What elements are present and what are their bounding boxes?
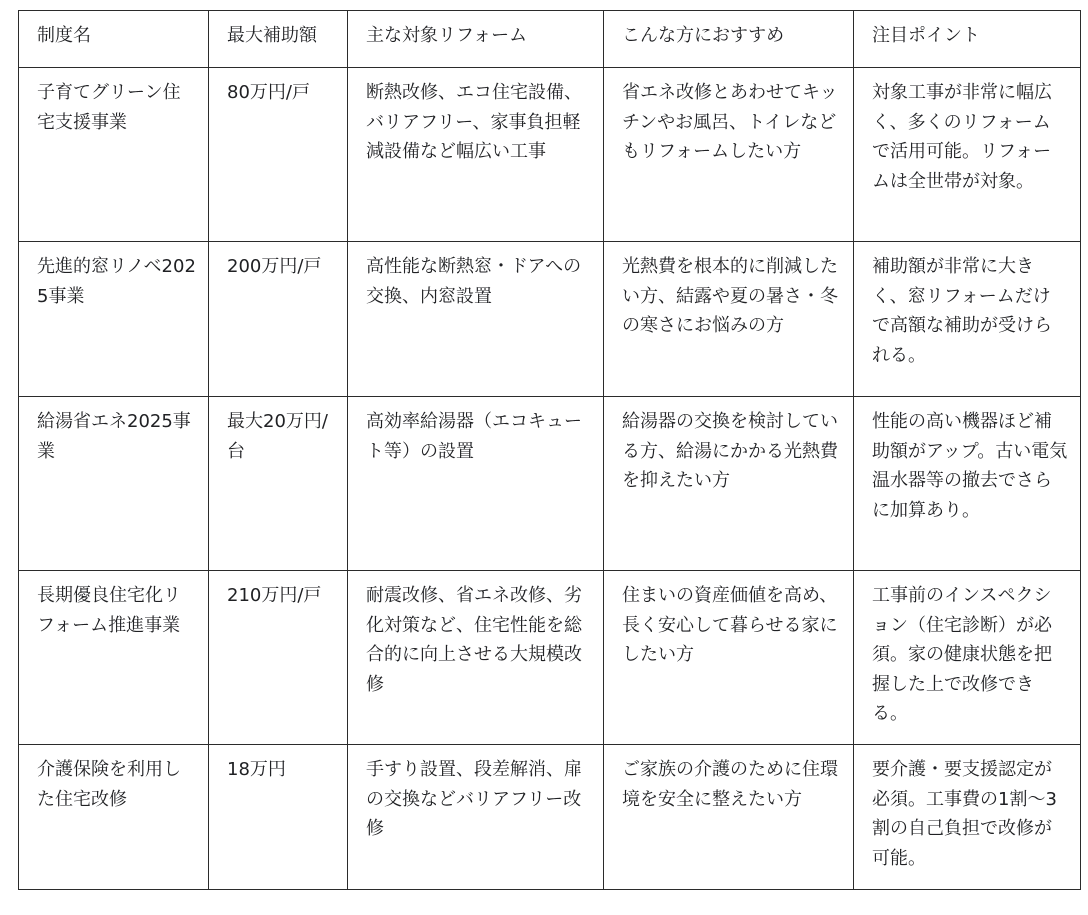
cell-target-renovation: 耐震改修、省エネ改修、劣化対策など、住宅性能を総合的に向上させる大規模改修 <box>348 571 604 745</box>
cell-key-points: 要介護・要支援認定が必須。工事費の1割〜3割の自己負担で改修が可能。 <box>854 745 1081 890</box>
header-program-name: 制度名 <box>19 11 209 68</box>
header-recommended-for: こんな方におすすめ <box>604 11 854 68</box>
table-row <box>19 745 1081 890</box>
cell-key-points: 対象工事が非常に幅広く、多くのリフォームで活用可能。リフォームは全世帯が対象。 <box>854 68 1081 242</box>
cell-max-subsidy: 80万円/戸 <box>209 68 348 242</box>
cell-recommended-for: 住まいの資産価値を高め、長く安心して暮らせる家にしたい方 <box>604 571 854 745</box>
cell-program-name: 先進的窓リノベ2025事業 <box>19 242 209 397</box>
subsidy-comparison-table-container <box>18 10 1080 890</box>
cell-target-renovation: 断熱改修、エコ住宅設備、バリアフリー、家事負担軽減設備など幅広い工事 <box>348 68 604 242</box>
cell-program-name: 子育てグリーン住宅支援事業 <box>19 68 209 242</box>
cell-recommended-for: ご家族の介護のために住環境を安全に整えたい方 <box>604 745 854 890</box>
cell-target-renovation: 高効率給湯器（エコキュート等）の設置 <box>348 397 604 571</box>
cell-key-points: 性能の高い機器ほど補助額がアップ。古い電気温水器等の撤去でさらに加算あり。 <box>854 397 1081 571</box>
cell-max-subsidy: 200万円/戸 <box>209 242 348 397</box>
header-key-points: 注目ポイント <box>854 11 1081 68</box>
cell-max-subsidy: 18万円 <box>209 745 348 890</box>
cell-recommended-for: 光熱費を根本的に削減したい方、結露や夏の暑さ・冬の寒さにお悩みの方 <box>604 242 854 397</box>
header-max-subsidy: 最大補助額 <box>209 11 348 68</box>
cell-key-points: 補助額が非常に大きく、窓リフォームだけで高額な補助が受けられる。 <box>854 242 1081 397</box>
cell-program-name: 給湯省エネ2025事業 <box>19 397 209 571</box>
table-row <box>19 68 1081 242</box>
table-row <box>19 397 1081 571</box>
subsidy-comparison-table <box>18 10 1081 890</box>
header-target-renovation: 主な対象リフォーム <box>348 11 604 68</box>
table-row <box>19 242 1081 397</box>
table-row <box>19 571 1081 745</box>
cell-recommended-for: 給湯器の交換を検討している方、給湯にかかる光熱費を抑えたい方 <box>604 397 854 571</box>
header-row <box>19 11 1081 68</box>
cell-max-subsidy: 最大20万円/台 <box>209 397 348 571</box>
cell-max-subsidy: 210万円/戸 <box>209 571 348 745</box>
table-body <box>19 68 1081 890</box>
cell-program-name: 長期優良住宅化リフォーム推進事業 <box>19 571 209 745</box>
cell-key-points: 工事前のインスペクション（住宅診断）が必須。家の健康状態を把握した上で改修できる。 <box>854 571 1081 745</box>
cell-target-renovation: 高性能な断熱窓・ドアへの交換、内窓設置 <box>348 242 604 397</box>
table-header <box>19 11 1081 68</box>
cell-recommended-for: 省エネ改修とあわせてキッチンやお風呂、トイレなどもリフォームしたい方 <box>604 68 854 242</box>
cell-program-name: 介護保険を利用した住宅改修 <box>19 745 209 890</box>
cell-target-renovation: 手すり設置、段差解消、扉の交換などバリアフリー改修 <box>348 745 604 890</box>
